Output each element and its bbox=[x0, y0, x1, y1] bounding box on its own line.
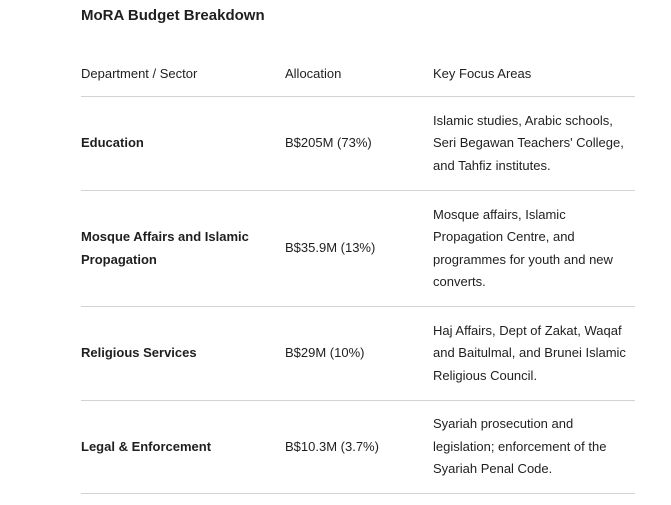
table-row bbox=[81, 97, 635, 191]
table-header-row bbox=[81, 50, 635, 97]
department-cell: Education bbox=[81, 97, 285, 191]
column-header-department: Department / Sector bbox=[81, 50, 285, 97]
focus-areas-cell: Mosque affairs, Islamic Propagation Centre, and programmes for youth and new converts. bbox=[433, 191, 635, 307]
focus-areas-cell: Syariah prosecution and legislation; enforcement of the Syariah Penal Code. bbox=[433, 401, 635, 494]
focus-areas-cell: Islamic studies, Arabic schools, Seri Begawan Teachers' College, and Tahfiz institutes. bbox=[433, 97, 635, 191]
department-cell: Legal & Enforcement bbox=[81, 401, 285, 494]
column-header-focus-areas: Key Focus Areas bbox=[433, 50, 635, 97]
allocation-cell: B$10.3M (3.7%) bbox=[285, 401, 433, 494]
allocation-cell: B$35.9M (13%) bbox=[285, 191, 433, 307]
page-title: MoRA Budget Breakdown bbox=[81, 7, 265, 24]
table-row bbox=[81, 307, 635, 401]
budget-table bbox=[81, 50, 635, 494]
table-row bbox=[81, 191, 635, 307]
allocation-cell: B$29M (10%) bbox=[285, 307, 433, 401]
table-row bbox=[81, 401, 635, 494]
department-cell: Mosque Affairs and Islamic Propagation bbox=[81, 191, 285, 307]
allocation-cell: B$205M (73%) bbox=[285, 97, 433, 191]
focus-areas-cell: Haj Affairs, Dept of Zakat, Waqaf and Baitulmal, and Brunei Islamic Religious Council. bbox=[433, 307, 635, 401]
department-cell: Religious Services bbox=[81, 307, 285, 401]
column-header-allocation: Allocation bbox=[285, 50, 433, 97]
